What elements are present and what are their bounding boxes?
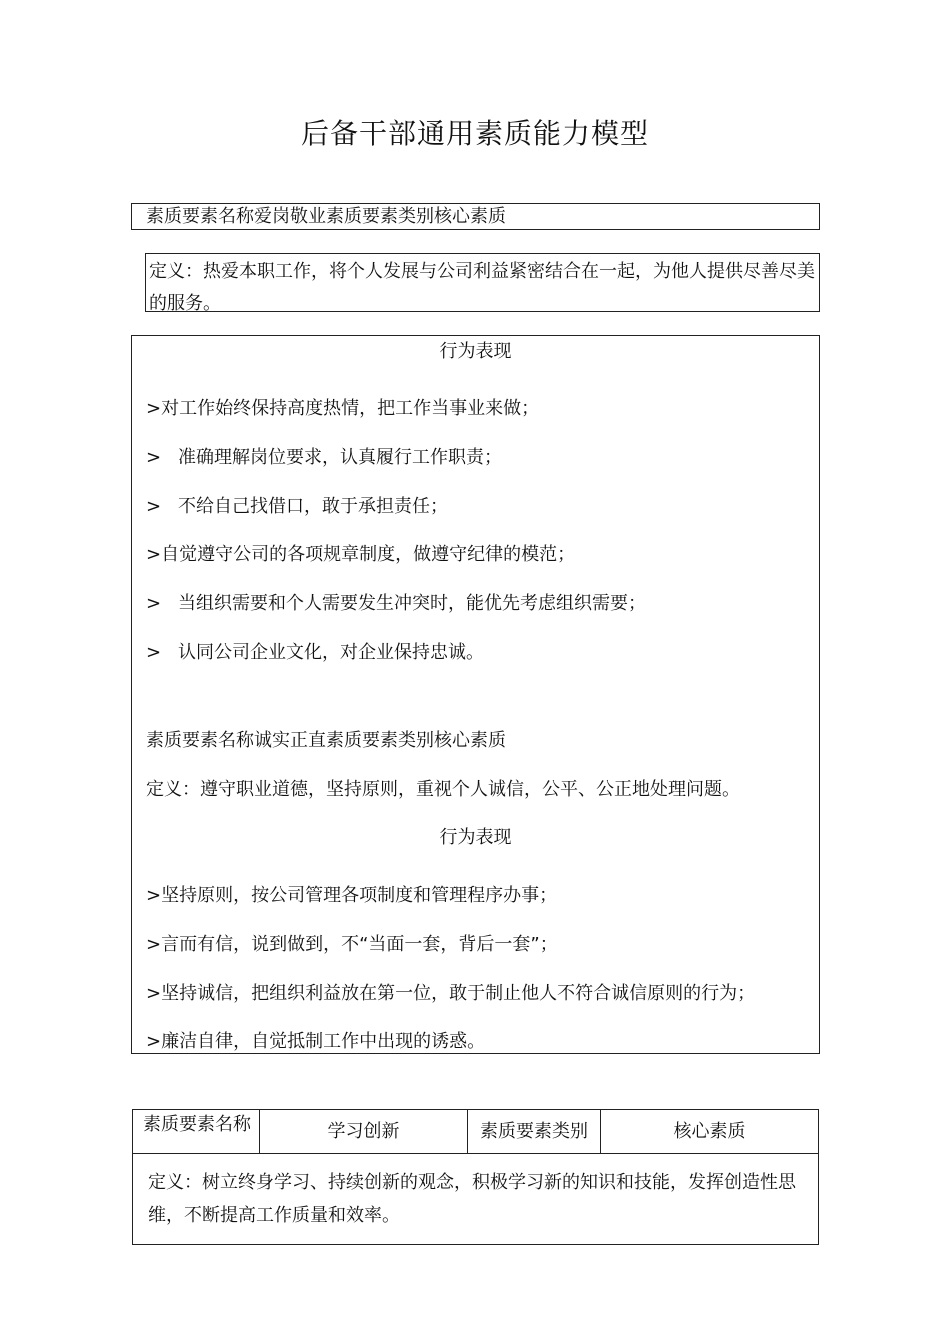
category-cell [601, 1110, 818, 1153]
behavior-heading: 行为表现 [439, 341, 512, 362]
section1-header: 素质要素名称爱岗敬业素质要素类别核心素质 [146, 206, 506, 227]
bullet-marker: > [146, 593, 162, 614]
bullet-marker: > [146, 1031, 162, 1052]
behavior-item [146, 884, 557, 908]
section1-header-box [131, 203, 820, 230]
competency-name: 学习创新 [327, 1121, 400, 1142]
bullet-marker: > [146, 983, 162, 1004]
behavior-item [146, 982, 755, 1006]
behavior-item [146, 1030, 485, 1054]
bullet-marker: > [146, 934, 162, 955]
competency-category: 核心素质 [673, 1121, 746, 1142]
section3-table [132, 1109, 819, 1245]
behavior-text: 言而有信，说到做到，不“当面一套，背后一套”； [161, 934, 558, 955]
section3-header-row [133, 1110, 818, 1154]
behavior-item [146, 933, 558, 957]
behavior-text: 认同公司企业文化，对企业保持忠诚。 [178, 642, 484, 663]
behavior-item [146, 446, 502, 470]
behavior-item [146, 641, 484, 665]
section1-definition: 定义：热爱本职工作，将个人发展与公司利益紧密结合在一起，为他人提供尽善尽美的服务。 [149, 261, 815, 314]
behavior-text: 自觉遵守公司的各项规章制度，做遵守纪律的模范； [161, 544, 576, 565]
behavior-text: 对工作始终保持高度热情，把工作当事业来做； [161, 398, 540, 419]
behavior-text: 廉洁自律，自觉抵制工作中出现的诱惑。 [161, 1031, 486, 1052]
behavior-text: 坚持原则，按公司管理各项制度和管理程序办事； [161, 885, 558, 906]
section3-definition: 定义：树立终身学习、持续创新的观念，积极学习新的知识和技能，发挥创造性思维，不断提高工作质量和效率。 [148, 1172, 796, 1226]
name-cell [260, 1110, 468, 1153]
section1-definition-box [145, 253, 820, 312]
behavior-item [146, 495, 448, 519]
bullet-marker: > [146, 496, 162, 517]
behavior-item [146, 592, 646, 616]
bullet-marker: > [146, 885, 162, 906]
bullet-marker: > [146, 398, 162, 419]
label-name: 素质要素名称 [143, 1114, 251, 1135]
behavior-text: 不给自己找借口，敢于承担责任； [178, 496, 448, 517]
bullet-marker: > [146, 642, 162, 663]
bullet-marker: > [146, 544, 162, 565]
section2-definition: 定义：遵守职业道德，坚持原则，重视个人诚信，公平、公正地处理问题。 [146, 779, 740, 800]
section2-behavior-heading: 行为表现 [439, 827, 512, 848]
behavior-text: 当组织需要和个人需要发生冲突时，能优先考虑组织需要； [178, 593, 646, 614]
behavior-text: 坚持诚信，把组织利益放在第一位，敢于制止他人不符合诚信原则的行为； [161, 983, 756, 1004]
bullet-marker: > [146, 447, 162, 468]
label-name-cell [133, 1110, 260, 1153]
label-category: 素质要素类别 [480, 1121, 588, 1142]
page-title: 后备干部通用素质能力模型 [300, 117, 649, 150]
behaviors-box [131, 335, 820, 1054]
behavior-item [146, 397, 539, 421]
behavior-item [146, 543, 575, 567]
section2-header: 素质要素名称诚实正直素质要素类别核心素质 [146, 730, 506, 751]
label-category-cell [468, 1110, 601, 1153]
behavior-text: 准确理解岗位要求，认真履行工作职责； [178, 447, 502, 468]
